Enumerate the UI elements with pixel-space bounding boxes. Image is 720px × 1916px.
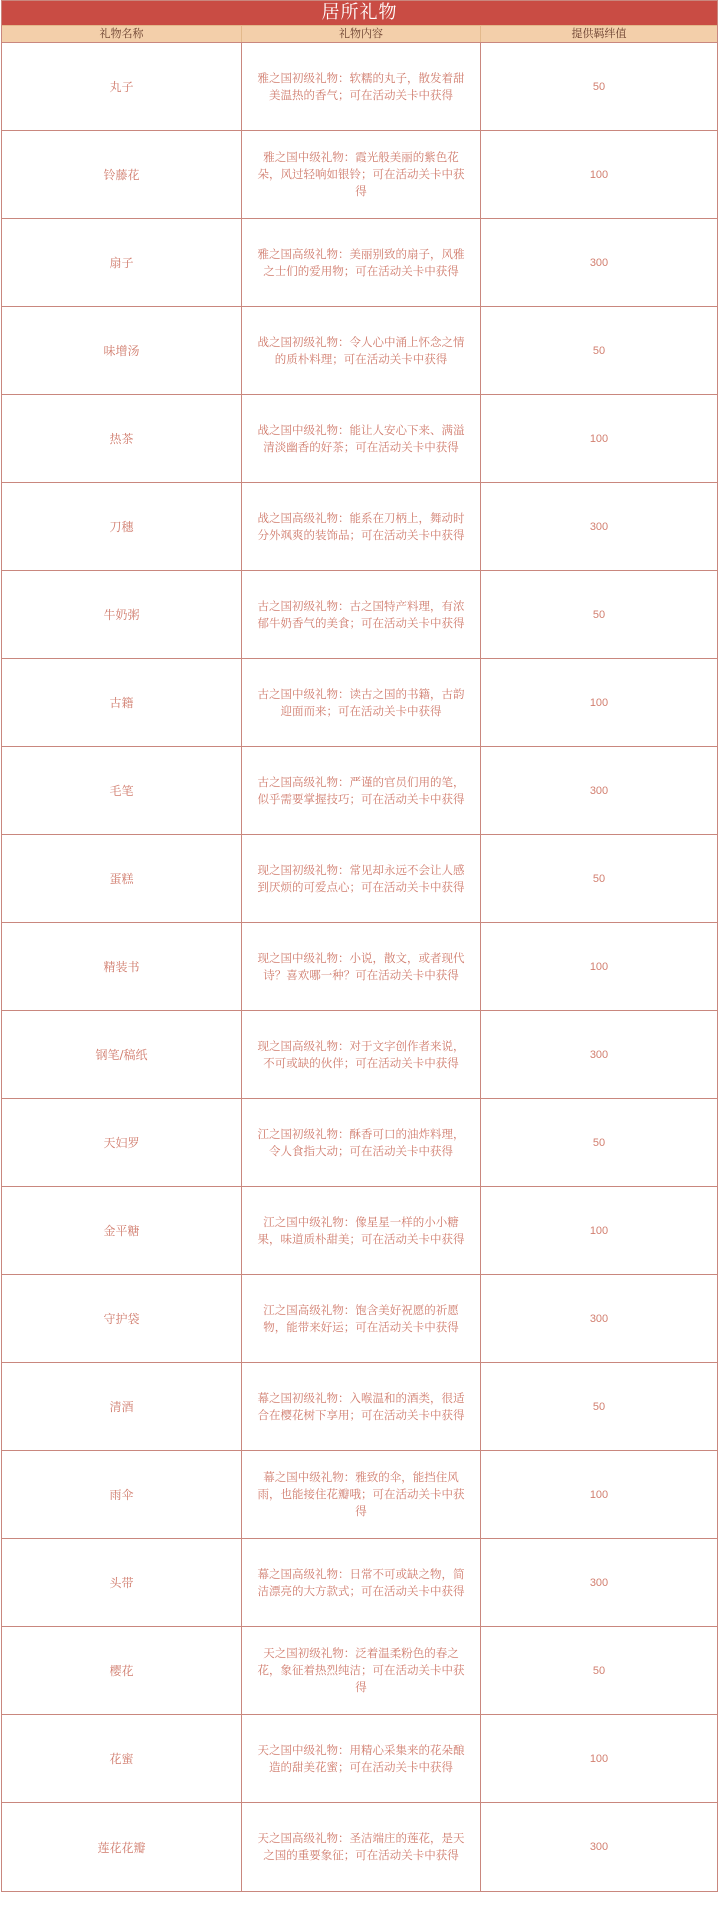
- bond-value-cell: 100: [480, 131, 717, 218]
- gift-description-cell: 江之国中级礼物：像星星一样的小小糖果，味道质朴甜美；可在活动关卡中获得: [241, 1187, 480, 1274]
- gift-description-cell: 雅之国初级礼物：软糯的丸子，散发着甜美温热的香气；可在活动关卡中获得: [241, 43, 480, 130]
- gift-description-cell: 古之国高级礼物：严谨的官员们用的笔，似乎需要掌握技巧；可在活动关卡中获得: [241, 747, 480, 834]
- bond-value-cell: 50: [480, 1363, 717, 1450]
- gift-name-cell: 丸子: [109, 80, 134, 94]
- bond-value-cell: 50: [480, 307, 717, 394]
- gift-name-cell: 刀穗: [109, 520, 134, 534]
- bond-value-cell: 300: [480, 1539, 717, 1626]
- bond-value-cell: 100: [480, 1451, 717, 1538]
- bond-value-cell: 50: [480, 43, 717, 130]
- bond-value-cell: 300: [480, 1275, 717, 1362]
- table-row: [2, 747, 717, 835]
- gift-name-cell: 清酒: [109, 1400, 134, 1414]
- gift-description-cell: 战之国高级礼物：能系在刀柄上，舞动时分外飒爽的装饰品；可在活动关卡中获得: [241, 483, 480, 570]
- gift-description-cell: 江之国高级礼物：饱含美好祝愿的祈愿物，能带来好运；可在活动关卡中获得: [241, 1275, 480, 1362]
- gift-description-cell: 天之国中级礼物：用精心采集来的花朵酿造的甜美花蜜；可在活动关卡中获得: [241, 1715, 480, 1802]
- bond-value-cell: 50: [480, 1099, 717, 1186]
- table-row: [2, 835, 717, 923]
- gift-name-cell: 樱花: [109, 1664, 134, 1678]
- gift-description-cell: 天之国高级礼物：圣洁端庄的莲花，是天之国的重要象征；可在活动关卡中获得: [241, 1803, 480, 1891]
- gift-name-cell: 雨伞: [109, 1488, 134, 1502]
- gift-name-cell: 守护袋: [103, 1312, 140, 1326]
- gift-name-cell: 花蜜: [109, 1752, 134, 1766]
- gift-name-cell: 蛋糕: [109, 872, 134, 886]
- table-row: [2, 1715, 717, 1803]
- table-header-row: [2, 25, 717, 43]
- table-row: [2, 1627, 717, 1715]
- table-row: [2, 1363, 717, 1451]
- gift-description-cell: 古之国初级礼物：古之国特产料理，有浓郁牛奶香气的美食；可在活动关卡中获得: [241, 571, 480, 658]
- table-row: [2, 923, 717, 1011]
- table-row: [2, 659, 717, 747]
- gift-name-cell: 精装书: [103, 960, 140, 974]
- bond-value-cell: 300: [480, 747, 717, 834]
- gift-description-cell: 幕之国初级礼物：入喉温和的酒类，很适合在樱花树下享用；可在活动关卡中获得: [241, 1363, 480, 1450]
- bond-value-cell: 50: [480, 835, 717, 922]
- gift-name-cell: 天妇罗: [103, 1136, 140, 1150]
- header-bond-value: 提供羁绊值: [480, 26, 717, 42]
- gift-name-cell: 莲花花瓣: [97, 1840, 146, 1855]
- bond-value-cell: 50: [480, 1627, 717, 1714]
- gift-description-cell: 战之国中级礼物：能让人安心下来、满溢清淡幽香的好茶；可在活动关卡中获得: [241, 395, 480, 482]
- gift-description-cell: 现之国高级礼物：对于文字创作者来说，不可或缺的伙伴；可在活动关卡中获得: [241, 1011, 480, 1098]
- gift-name-cell: 热茶: [109, 432, 134, 446]
- bond-value-cell: 100: [480, 659, 717, 746]
- bond-value-cell: 100: [480, 923, 717, 1010]
- table-row: [2, 395, 717, 483]
- bond-value-cell: 300: [480, 1803, 717, 1891]
- table-row: [2, 483, 717, 571]
- gift-name-cell: 铃藤花: [103, 168, 140, 182]
- table-row: [2, 219, 717, 307]
- header-gift-name: 礼物名称: [99, 27, 144, 40]
- table-row: [2, 1187, 717, 1275]
- gift-description-cell: 雅之国中级礼物：霞光般美丽的紫色花朵，风过轻响如银铃；可在活动关卡中获得: [241, 131, 480, 218]
- gift-table: [1, 0, 718, 1892]
- gift-name-cell: 味增汤: [103, 344, 140, 358]
- gift-name-cell: 头带: [109, 1576, 134, 1590]
- bond-value-cell: 300: [480, 483, 717, 570]
- gift-description-cell: 战之国初级礼物：令人心中涌上怀念之情的质朴料理；可在活动关卡中获得: [241, 307, 480, 394]
- bond-value-cell: 100: [480, 1187, 717, 1274]
- table-row: [2, 1275, 717, 1363]
- table-title: 居所礼物: [2, 1, 717, 25]
- gift-name-cell: 钢笔/稿纸: [95, 1048, 148, 1062]
- table-row: [2, 43, 717, 131]
- gift-name-cell: 牛奶粥: [103, 608, 140, 622]
- gift-name-cell: 毛笔: [109, 784, 134, 798]
- gift-description-cell: 幕之国高级礼物：日常不可或缺之物，简洁漂亮的大方款式；可在活动关卡中获得: [241, 1539, 480, 1626]
- table-row: [2, 1539, 717, 1627]
- table-row: [2, 1803, 717, 1891]
- gift-description-cell: 雅之国高级礼物：美丽别致的扇子，风雅之士们的爱用物；可在活动关卡中获得: [241, 219, 480, 306]
- table-row: [2, 131, 717, 219]
- gift-description-cell: 幕之国中级礼物：雅致的伞，能挡住风雨，也能接住花瓣哦；可在活动关卡中获得: [241, 1451, 480, 1538]
- bond-value-cell: 100: [480, 1715, 717, 1802]
- gift-description-cell: 现之国初级礼物：常见却永远不会让人感到厌烦的可爱点心；可在活动关卡中获得: [241, 835, 480, 922]
- gift-description-cell: 天之国初级礼物：泛着温柔粉色的春之花，象征着热烈纯洁；可在活动关卡中获得: [241, 1627, 480, 1714]
- gift-description-cell: 古之国中级礼物：读古之国的书籍，古韵迎面而来；可在活动关卡中获得: [241, 659, 480, 746]
- table-row: [2, 571, 717, 659]
- table-body: [2, 43, 717, 1891]
- gift-name-cell: 古籍: [109, 696, 134, 710]
- header-gift-content: 礼物内容: [241, 26, 480, 42]
- table-row: [2, 1099, 717, 1187]
- bond-value-cell: 300: [480, 219, 717, 306]
- gift-description-cell: 现之国中级礼物：小说，散文，或者现代诗？喜欢哪一种？可在活动关卡中获得: [241, 923, 480, 1010]
- bond-value-cell: 300: [480, 1011, 717, 1098]
- table-row: [2, 307, 717, 395]
- gift-description-cell: 江之国初级礼物：酥香可口的油炸料理，令人食指大动；可在活动关卡中获得: [241, 1099, 480, 1186]
- table-row: [2, 1451, 717, 1539]
- gift-name-cell: 扇子: [109, 256, 134, 270]
- bond-value-cell: 100: [480, 395, 717, 482]
- bond-value-cell: 50: [480, 571, 717, 658]
- gift-name-cell: 金平糖: [103, 1224, 140, 1238]
- table-row: [2, 1011, 717, 1099]
